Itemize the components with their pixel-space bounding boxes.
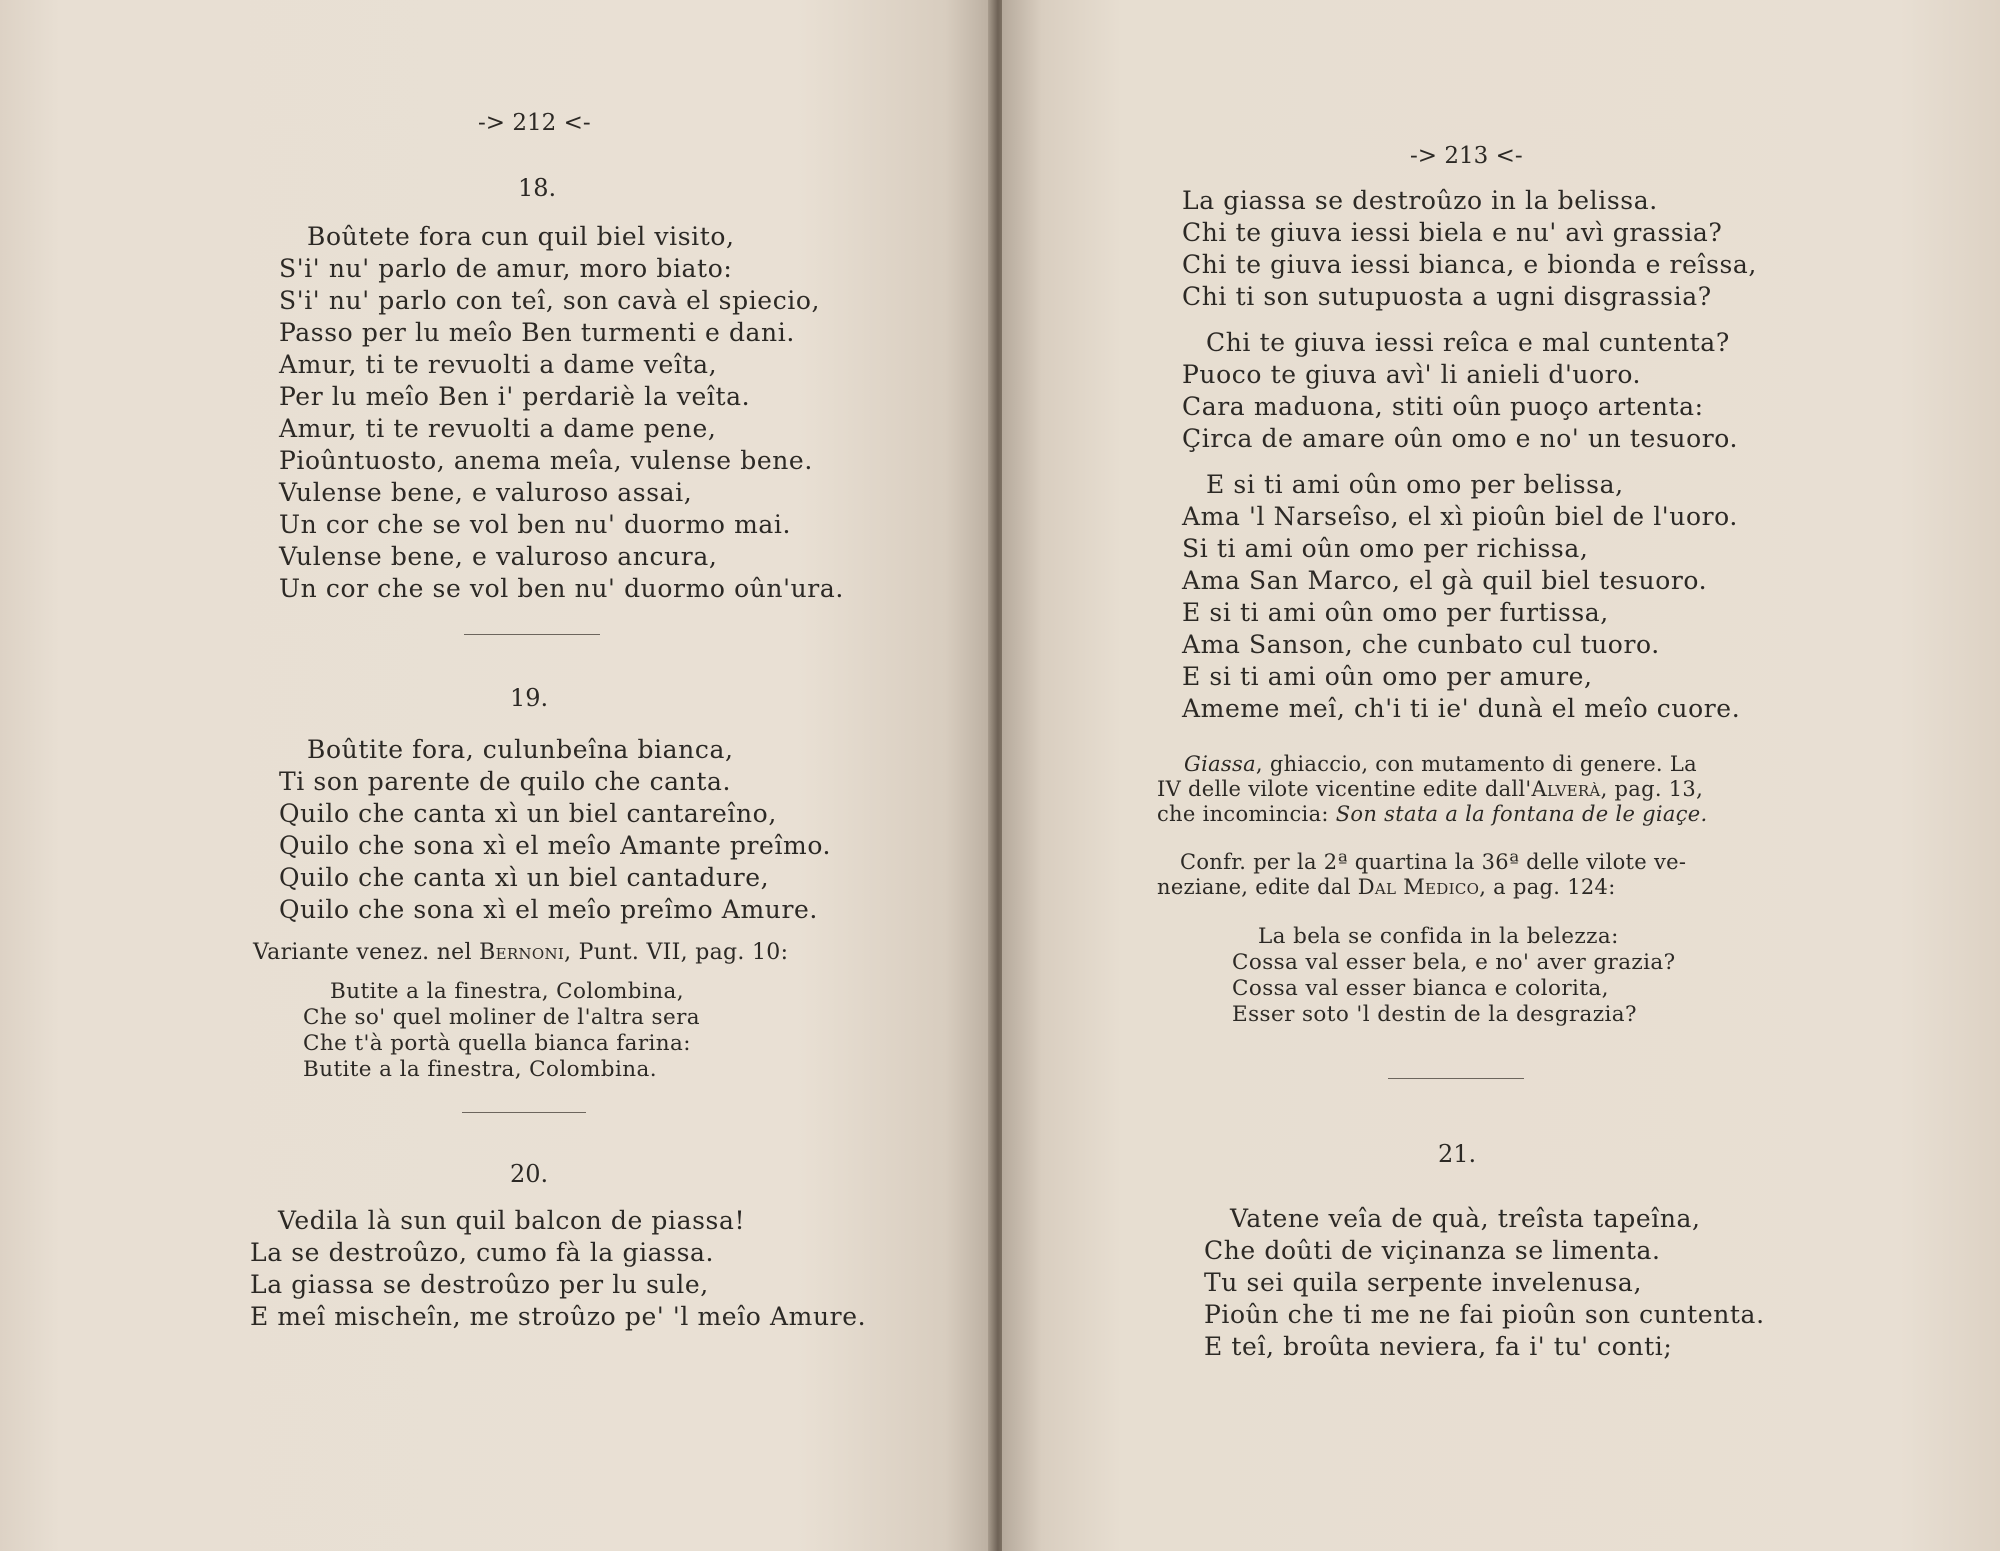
- verse-line: Boûtete fora cun quil biel visito,: [307, 222, 735, 251]
- footnote-text: neziane, edite dal: [1157, 875, 1358, 899]
- verse-line: Boûtite fora, culunbeîna bianca,: [307, 735, 734, 764]
- verse-line: Ameme meî, ch'i ti ie' dunà el meîo cuore.: [1182, 694, 1741, 723]
- verse-line: Passo per lu meîo Ben turmenti e dani.: [279, 318, 795, 347]
- variant-suffix: , Punt. VII, pag. 10:: [564, 940, 789, 965]
- footnote-author: Alverà: [1531, 777, 1601, 801]
- verse-line: Quilo che canta xì un biel cantadure,: [279, 863, 770, 892]
- verse-line: E si ti ami oûn omo per belissa,: [1206, 470, 1624, 499]
- section-divider: [464, 634, 600, 635]
- verse-line: Un cor che se vol ben nu' duormo oûn'ura.: [279, 574, 844, 603]
- quote-line: Cossa val esser bela, e no' aver grazia?: [1232, 950, 1676, 975]
- verse-line: Pioûntuosto, anema meîa, vulense bene.: [279, 446, 813, 475]
- verse-line: Un cor che se vol ben nu' duormo mai.: [279, 510, 792, 539]
- verse-line: Ama San Marco, el gà quil biel tesuoro.: [1182, 566, 1708, 595]
- verse-line: Vedila là sun quil balcon de piassa!: [278, 1206, 746, 1235]
- verse-line: Che doûti de viçinanza se limenta.: [1204, 1236, 1661, 1265]
- verse-line: S'i' nu' parlo con teî, son cavà el spiecio,: [279, 286, 821, 315]
- footnote-text: , a pag. 124:: [1479, 875, 1616, 899]
- verse-line: Quilo che sona xì el meîo Amante preîmo.: [279, 831, 832, 860]
- verse-line: Amur, ti te revuolti a dame veîta,: [279, 350, 718, 379]
- verse-line: La giassa se destroûzo per lu sule,: [250, 1270, 709, 1299]
- verse-line: Quilo che canta xì un biel cantareîno,: [279, 799, 777, 828]
- verse-line: Ti son parente de quilo che canta.: [279, 767, 732, 796]
- footnote-italic: Son stata a la fontana de le giaçe.: [1335, 802, 1708, 826]
- quote-line: Butite a la finestra, Colombina.: [303, 1057, 657, 1082]
- page-number: -> 212 <-: [478, 110, 591, 136]
- verse-line: Puoco te giuva avì' li anieli d'uoro.: [1182, 360, 1642, 389]
- verse-line: Amur, ti te revuolti a dame pene,: [279, 414, 717, 443]
- footnote-author: Dal Medico: [1357, 875, 1480, 899]
- verse-line: Chi ti son sutupuosta a ugni disgrassia?: [1182, 282, 1712, 311]
- verse-line: Ama Sanson, che cunbato cul tuoro.: [1182, 630, 1660, 659]
- section-divider: [1388, 1078, 1524, 1079]
- quote-line: Cossa val esser bianca e colorita,: [1232, 976, 1609, 1001]
- verse-line: Tu sei quila serpente invelenusa,: [1204, 1268, 1642, 1297]
- quote-line: Che so' quel moliner de l'altra sera: [303, 1005, 701, 1030]
- quote-line: Butite a la finestra, Colombina,: [330, 979, 684, 1004]
- variant-note: [253, 940, 788, 965]
- verse-line: Per lu meîo Ben i' perdariè la veîta.: [279, 382, 751, 411]
- section-number: 18.: [518, 174, 557, 202]
- footnote-text: IV delle vilote vicentine edite dall': [1157, 777, 1532, 801]
- section-number: 19.: [510, 684, 549, 712]
- left-page: [0, 0, 995, 1551]
- section-number: 20.: [510, 1160, 549, 1188]
- footnote-text: che incomincia:: [1157, 802, 1336, 826]
- verse-line: Ama 'l Narseîso, el xì pioûn biel de l'uoro.: [1182, 502, 1738, 531]
- section-divider: [462, 1112, 586, 1113]
- footnote-line: [1157, 777, 1703, 801]
- verse-line: Vatene veîa de quà, treîsta tapeîna,: [1230, 1204, 1701, 1233]
- quote-line: Che t'à portà quella bianca farina:: [303, 1031, 691, 1056]
- footnote-italic: Giassa: [1184, 752, 1256, 776]
- verse-line: La giassa se destroûzo in la belissa.: [1182, 186, 1658, 215]
- verse-line: Chi te giuva iessi bianca, e bionda e reîssa,: [1182, 250, 1757, 279]
- verse-line: Cara maduona, stiti oûn puoço artenta:: [1182, 392, 1704, 421]
- quote-line: La bela se confida in la belezza:: [1258, 924, 1619, 949]
- variant-author: Bernoni: [479, 940, 565, 965]
- right-page: [1002, 0, 2000, 1551]
- footnote-line: [1184, 752, 1697, 776]
- verse-line: Chi te giuva iessi biela e nu' avì grassia?: [1182, 218, 1723, 247]
- verse-line: Pioûn che ti me ne fai pioûn son cuntenta.: [1204, 1300, 1765, 1329]
- verse-line: E si ti ami oûn omo per furtissa,: [1182, 598, 1609, 627]
- footnote-text: , ghiaccio, con mutamento di genere. La: [1255, 752, 1697, 776]
- verse-line: E teî, broûta neviera, fa i' tu' conti;: [1204, 1332, 1673, 1361]
- variant-prefix: Variante venez. nel: [253, 940, 480, 965]
- verse-line: Si ti ami oûn omo per richissa,: [1182, 534, 1589, 563]
- section-number: 21.: [1438, 1140, 1477, 1168]
- footnote-line: [1157, 875, 1616, 899]
- verse-line: E si ti ami oûn omo per amure,: [1182, 662, 1593, 691]
- verse-line: Quilo che sona xì el meîo preîmo Amure.: [279, 895, 818, 924]
- verse-line: Çirca de amare oûn omo e no' un tesuoro.: [1182, 424, 1739, 453]
- footnote-line: Confr. per la 2ª quartina la 36ª delle vilote ve-: [1180, 850, 1687, 874]
- verse-line: Vulense bene, e valuroso ancura,: [279, 542, 718, 571]
- verse-line: Vulense bene, e valuroso assai,: [279, 478, 693, 507]
- verse-line: S'i' nu' parlo de amur, moro biato:: [279, 254, 733, 283]
- footnote-text: , pag. 13,: [1600, 777, 1704, 801]
- verse-line: Chi te giuva iessi reîca e mal cuntenta?: [1206, 328, 1730, 357]
- quote-line: Esser soto 'l destin de la desgrazia?: [1232, 1002, 1637, 1027]
- verse-line: E meî mischeîn, me stroûzo pe' 'l meîo Amure.: [250, 1302, 867, 1331]
- verse-line: La se destroûzo, cumo fà la giassa.: [250, 1238, 715, 1267]
- footnote-line: [1157, 802, 1708, 826]
- page-number: -> 213 <-: [1410, 143, 1523, 169]
